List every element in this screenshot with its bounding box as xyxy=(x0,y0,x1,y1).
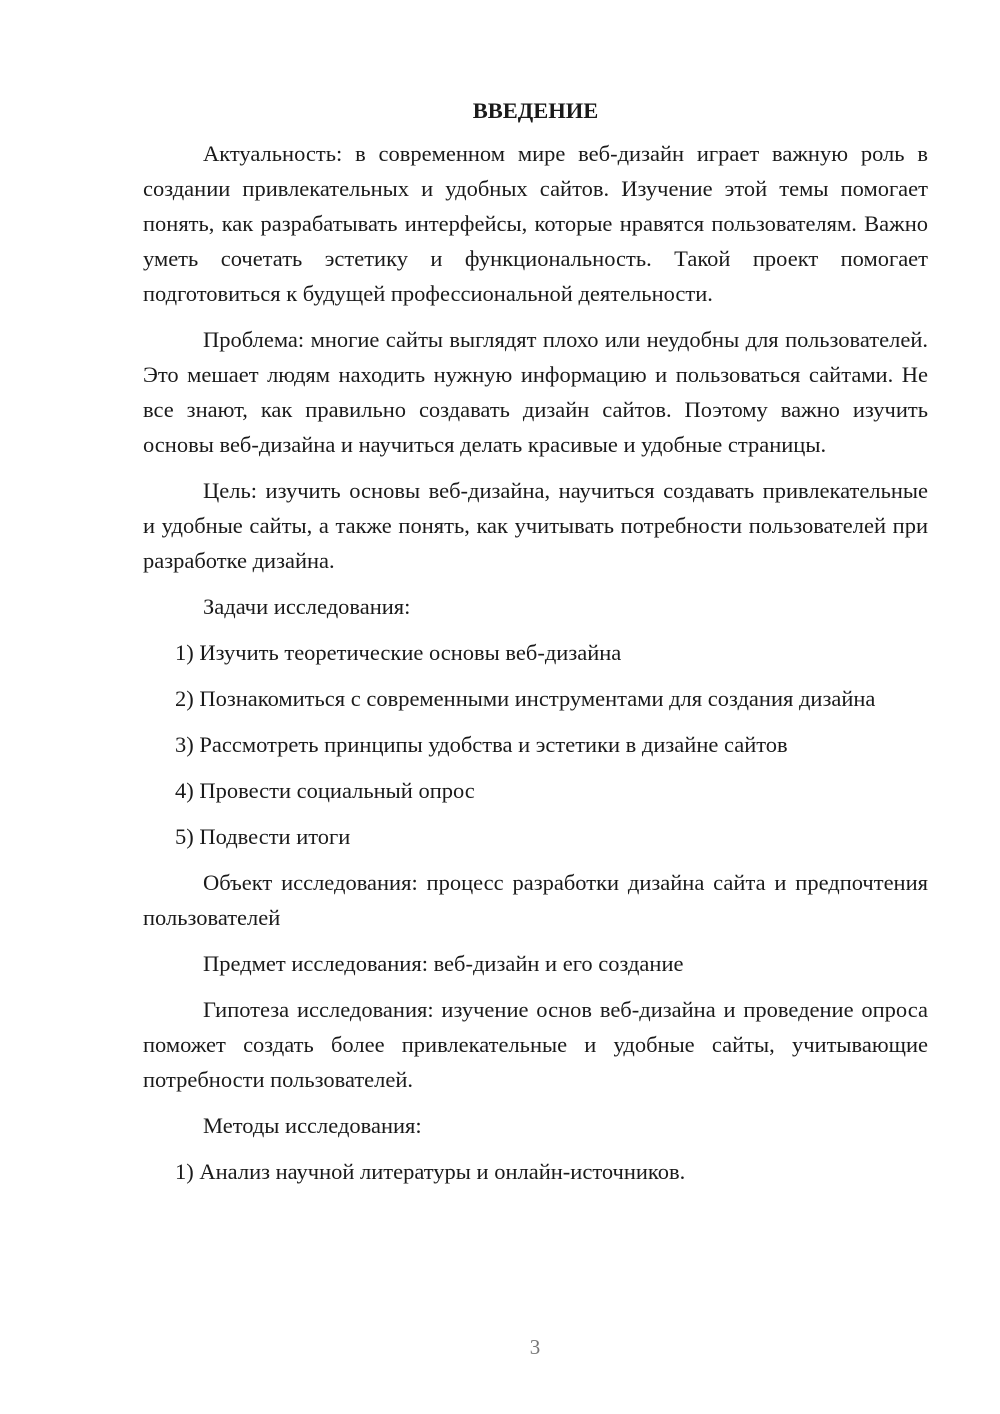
method-item: 1) Анализ научной литературы и онлайн-источников. xyxy=(175,1159,686,1184)
task-item: 4) Провести социальный опрос xyxy=(175,778,475,803)
object-paragraph: Объект исследования: процесс разработки дизайна сайта и предпочтения пользователей xyxy=(143,870,928,930)
tasks-title: Задачи исследования: xyxy=(203,594,411,619)
subject-paragraph: Предмет исследования: веб-дизайн и его создание xyxy=(203,951,684,976)
relevance-paragraph: Актуальность: в современном мире веб-дизайн играет важную роль в создании привлекательных и удобных сайтов. Изучение этой темы помогает понять, как разрабатывать интерфейсы, которые нравятся пользователям. Важно уметь сочетать эстетику и функциональность. Такой проект помогает подготовиться к будущей профессиональной деятельности. xyxy=(143,141,928,306)
page-number: 3 xyxy=(529,1335,541,1359)
task-item: 1) Изучить теоретические основы веб-дизайна xyxy=(175,640,622,665)
task-item: 2) Познакомиться с современными инструментами для создания дизайна xyxy=(175,686,876,711)
methods-title: Методы исследования: xyxy=(203,1113,422,1138)
page-title: ВВЕДЕНИЕ xyxy=(472,98,599,123)
hypothesis-paragraph: Гипотеза исследования: изучение основ веб-дизайна и проведение опроса поможет создать более привлекательные и удобные сайты, учитывающие потребности пользователей. xyxy=(143,997,928,1092)
document-page xyxy=(143,96,928,1200)
problem-paragraph: Проблема: многие сайты выглядят плохо или неудобны для пользователей. Это мешает людям находить нужную информацию и пользоваться сайтами. Не все знают, как правильно создавать дизайн сайтов. Поэтому важно изучить основы веб-дизайна и научиться делать красивые и удобные страницы. xyxy=(143,327,928,457)
task-item: 3) Рассмотреть принципы удобства и эстетики в дизайне сайтов xyxy=(175,732,788,757)
task-item: 5) Подвести итоги xyxy=(175,824,351,849)
goal-paragraph: Цель: изучить основы веб-дизайна, научиться создавать привлекательные и удобные сайты, а также понять, как учитывать потребности пользователей при разработке дизайна. xyxy=(143,478,928,573)
